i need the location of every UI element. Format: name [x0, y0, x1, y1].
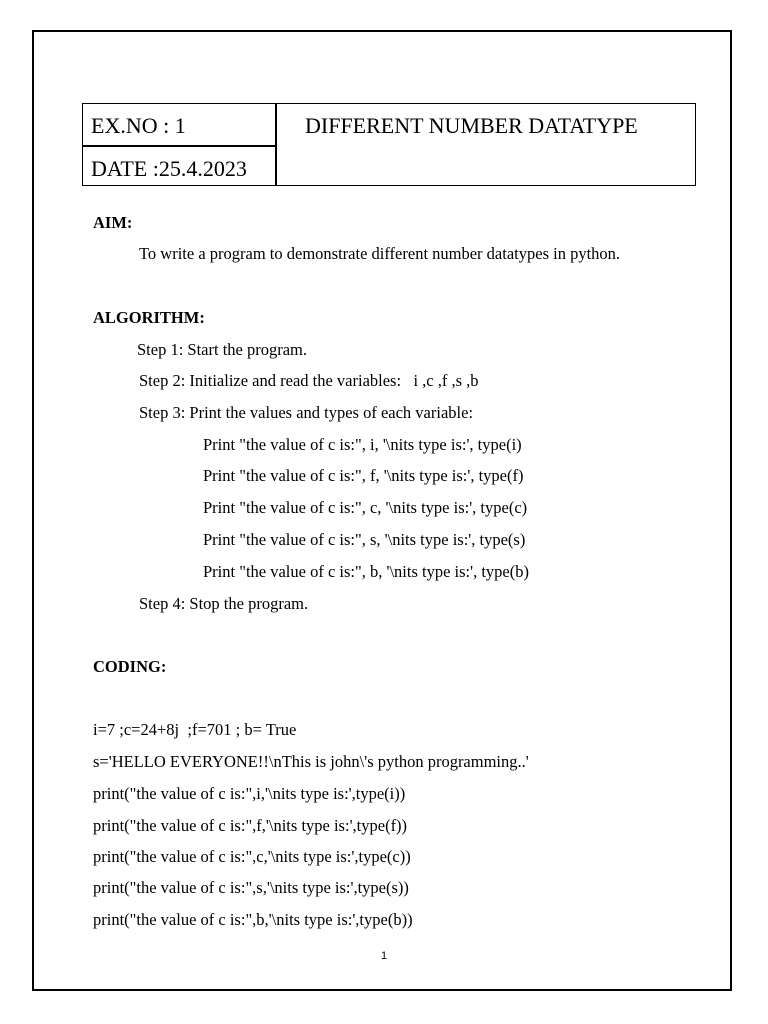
coding-heading: CODING:	[93, 657, 167, 676]
code-line: i=7 ;c=24+8j ;f=701 ; b= True	[93, 720, 297, 739]
algorithm-print-line: Print "the value of c is:", i, '\nits type is:', type(i)	[203, 435, 522, 454]
algorithm-step-1: Step 1: Start the program.	[137, 340, 308, 359]
code-line: s='HELLO EVERYONE!!\nThis is john\'s python programming..'	[93, 752, 529, 771]
code-line: print("the value of c is:",s,'\nits type is:',type(s))	[93, 878, 409, 897]
header-horizontal-divider	[83, 145, 276, 147]
algorithm-print-line: Print "the value of c is:", f, '\nits type is:', type(f)	[203, 466, 524, 485]
algorithm-print-line: Print "the value of c is:", b, '\nits type is:', type(b)	[203, 562, 529, 581]
exercise-number: EX.NO : 1	[91, 113, 186, 138]
algorithm-heading: ALGORITHM:	[93, 308, 205, 327]
algorithm-step-2: Step 2: Initialize and read the variables: i ,c ,f ,s ,b	[139, 371, 479, 390]
page-number: 1	[380, 950, 388, 962]
algorithm-step-4: Step 4: Stop the program.	[139, 594, 309, 613]
code-line: print("the value of c is:",i,'\nits type is:',type(i))	[93, 784, 406, 803]
header-table	[82, 103, 696, 186]
exercise-title: DIFFERENT NUMBER DATATYPE	[305, 113, 638, 138]
code-line: print("the value of c is:",f,'\nits type is:',type(f))	[93, 816, 408, 835]
algorithm-print-line: Print "the value of c is:", c, '\nits type is:', type(c)	[203, 498, 528, 517]
algorithm-step-3: Step 3: Print the values and types of each variable:	[139, 403, 474, 422]
aim-heading: AIM:	[93, 213, 133, 232]
aim-text: To write a program to demonstrate different number datatypes in python.	[139, 244, 621, 263]
code-line: print("the value of c is:",b,'\nits type is:',type(b))	[93, 910, 413, 929]
algorithm-print-line: Print "the value of c is:", s, '\nits type is:', type(s)	[203, 530, 526, 549]
exercise-date: DATE :25.4.2023	[91, 156, 247, 181]
code-line: print("the value of c is:",c,'\nits type is:',type(c))	[93, 847, 411, 866]
